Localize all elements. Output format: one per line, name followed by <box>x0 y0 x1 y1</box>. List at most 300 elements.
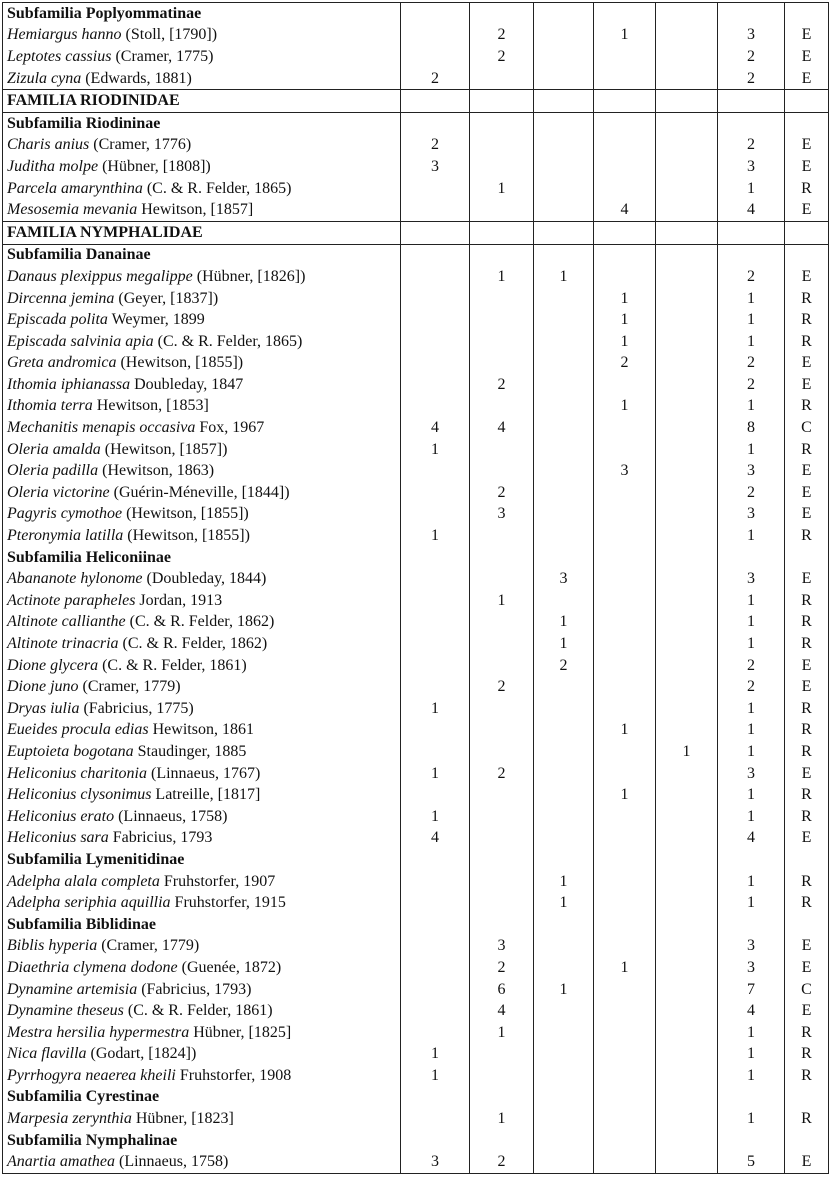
count-cell: 1 <box>594 331 656 353</box>
count-cell <box>401 676 470 698</box>
species-row <box>3 68 829 90</box>
total-cell: 2 <box>718 353 785 375</box>
empty-cell <box>785 1087 829 1109</box>
count-cell <box>470 806 534 828</box>
species-name <box>3 633 401 655</box>
count-cell <box>594 439 656 461</box>
count-cell <box>401 655 470 677</box>
count-cell <box>594 612 656 634</box>
species-name <box>3 1022 401 1044</box>
species-row <box>3 655 829 677</box>
status-cell: E <box>785 504 829 526</box>
count-cell <box>594 892 656 914</box>
count-cell: 1 <box>594 25 656 47</box>
empty-cell <box>594 244 656 266</box>
total-cell: 7 <box>718 979 785 1001</box>
species-row <box>3 309 829 331</box>
empty-cell <box>594 1087 656 1109</box>
species-name <box>3 199 401 221</box>
species-table-body <box>3 3 829 1174</box>
species-author: (Hübner, [1826]) <box>196 267 306 285</box>
count-cell: 4 <box>401 417 470 439</box>
species-row <box>3 936 829 958</box>
status-cell: E <box>785 374 829 396</box>
count-cell <box>534 676 594 698</box>
species-row <box>3 374 829 396</box>
count-cell <box>534 156 594 178</box>
species-author: Fruhstorfer, 1915 <box>174 894 286 912</box>
count-cell <box>401 741 470 763</box>
empty-cell <box>401 1130 470 1152</box>
species-author: Jordan, 1913 <box>139 591 223 609</box>
status-cell: E <box>785 353 829 375</box>
empty-cell <box>534 112 594 134</box>
species-name <box>3 46 401 68</box>
count-cell: 4 <box>401 828 470 850</box>
species-name <box>3 1151 401 1173</box>
count-cell <box>401 1000 470 1022</box>
status-cell: R <box>785 439 829 461</box>
species-binomial: Dione juno <box>7 678 79 696</box>
count-cell: 1 <box>594 309 656 331</box>
count-cell: 1 <box>470 1022 534 1044</box>
count-cell <box>534 1044 594 1066</box>
empty-cell <box>401 914 470 936</box>
count-cell: 1 <box>470 178 534 200</box>
subfamily-header-row <box>3 914 829 936</box>
total-cell: 5 <box>718 1151 785 1173</box>
species-row <box>3 46 829 68</box>
empty-cell <box>656 849 718 871</box>
empty-cell <box>470 90 534 113</box>
count-cell <box>534 1065 594 1087</box>
empty-cell <box>718 221 785 244</box>
empty-cell <box>401 1087 470 1109</box>
species-name <box>3 1044 401 1066</box>
species-name <box>3 936 401 958</box>
species-binomial: Marpesia zerynthia <box>7 1110 132 1128</box>
empty-cell <box>656 3 718 25</box>
species-name <box>3 1065 401 1087</box>
empty-cell <box>594 3 656 25</box>
count-cell: 1 <box>401 1065 470 1087</box>
empty-cell <box>470 849 534 871</box>
species-author: (C. & R. Felder, 1861) <box>102 656 247 674</box>
species-binomial: Dynamine artemisia <box>7 980 138 998</box>
species-author: (Cramer, 1779) <box>101 937 200 955</box>
empty-cell <box>718 1087 785 1109</box>
empty-cell <box>718 244 785 266</box>
count-cell <box>656 957 718 979</box>
species-row <box>3 720 829 742</box>
species-name <box>3 676 401 698</box>
count-cell <box>401 784 470 806</box>
count-cell: 2 <box>470 763 534 785</box>
species-author: (C. & R. Felder, 1865) <box>157 332 303 350</box>
count-cell <box>656 1000 718 1022</box>
species-author: (Stoll, [1790]) <box>125 26 218 44</box>
species-row <box>3 892 829 914</box>
count-cell <box>594 525 656 547</box>
count-cell <box>594 1065 656 1087</box>
total-cell: 4 <box>718 199 785 221</box>
count-cell: 1 <box>534 612 594 634</box>
species-row <box>3 504 829 526</box>
species-binomial: Oleria amalda <box>7 440 101 458</box>
count-cell: 1 <box>470 590 534 612</box>
status-cell: R <box>785 892 829 914</box>
count-cell <box>656 178 718 200</box>
species-name <box>3 763 401 785</box>
count-cell <box>401 353 470 375</box>
count-cell <box>534 741 594 763</box>
empty-cell <box>656 221 718 244</box>
status-cell: R <box>785 784 829 806</box>
count-cell <box>534 135 594 157</box>
species-name <box>3 871 401 893</box>
species-author: Hewitson, [1857] <box>141 201 254 219</box>
count-cell <box>470 135 534 157</box>
species-name <box>3 784 401 806</box>
species-binomial: Dione glycera <box>7 656 99 674</box>
count-cell <box>594 1000 656 1022</box>
count-cell <box>534 460 594 482</box>
species-row <box>3 178 829 200</box>
total-cell: 2 <box>718 46 785 68</box>
count-cell <box>594 1151 656 1173</box>
species-binomial: Adelpha seriphia aquillia <box>7 894 171 912</box>
status-cell: E <box>785 936 829 958</box>
species-name <box>3 396 401 418</box>
count-cell <box>534 698 594 720</box>
count-cell <box>401 374 470 396</box>
species-author: (Linnaeus, 1758) <box>118 807 228 825</box>
empty-cell <box>785 547 829 569</box>
total-cell: 1 <box>718 396 785 418</box>
total-cell: 1 <box>718 806 785 828</box>
count-cell <box>401 1108 470 1130</box>
empty-cell <box>534 1130 594 1152</box>
species-row <box>3 806 829 828</box>
total-cell: 1 <box>718 525 785 547</box>
species-name <box>3 439 401 461</box>
species-author: (C. & R. Felder, 1865) <box>146 179 292 197</box>
subfamily-name: Subfamilia Riodininae <box>3 112 401 134</box>
empty-cell <box>594 221 656 244</box>
species-name <box>3 655 401 677</box>
species-author: Fruhstorfer, 1908 <box>179 1066 292 1084</box>
species-row <box>3 1065 829 1087</box>
count-cell <box>534 199 594 221</box>
status-cell: E <box>785 25 829 47</box>
species-row <box>3 353 829 375</box>
species-row <box>3 439 829 461</box>
empty-cell <box>785 914 829 936</box>
species-author: (Doubleday, 1844) <box>146 570 267 588</box>
count-cell: 1 <box>534 266 594 288</box>
count-cell <box>401 482 470 504</box>
count-cell <box>594 68 656 90</box>
species-author: (C. & R. Felder, 1862) <box>129 613 275 631</box>
count-cell <box>470 309 534 331</box>
species-author: (Hewitson, [1855]) <box>120 354 244 372</box>
count-cell <box>594 156 656 178</box>
count-cell <box>470 720 534 742</box>
count-cell <box>470 156 534 178</box>
count-cell <box>470 568 534 590</box>
species-row <box>3 331 829 353</box>
subfamily-header-row <box>3 1087 829 1109</box>
count-cell <box>470 353 534 375</box>
count-cell: 2 <box>401 68 470 90</box>
empty-cell <box>534 849 594 871</box>
species-author: (Geyer, [1837]) <box>118 289 219 307</box>
count-cell <box>656 1022 718 1044</box>
count-cell <box>656 568 718 590</box>
species-binomial: Juditha molpe <box>7 157 99 175</box>
status-cell: E <box>785 135 829 157</box>
count-cell <box>594 504 656 526</box>
empty-cell <box>718 914 785 936</box>
species-name <box>3 309 401 331</box>
count-cell <box>470 655 534 677</box>
species-binomial: Adelpha alala completa <box>7 872 160 890</box>
family-name: FAMILIA NYMPHALIDAE <box>3 221 401 244</box>
species-binomial: Altinote trinacria <box>7 635 119 653</box>
species-binomial: Mestra hersilia hypermestra <box>7 1023 190 1041</box>
species-name <box>3 806 401 828</box>
species-name <box>3 178 401 200</box>
species-name <box>3 957 401 979</box>
count-cell <box>656 525 718 547</box>
species-name <box>3 353 401 375</box>
count-cell <box>470 612 534 634</box>
species-row <box>3 979 829 1001</box>
count-cell <box>534 763 594 785</box>
count-cell: 1 <box>656 741 718 763</box>
subfamily-header-row <box>3 1130 829 1152</box>
count-cell <box>656 288 718 310</box>
count-cell <box>656 46 718 68</box>
count-cell <box>594 936 656 958</box>
status-cell: R <box>785 309 829 331</box>
count-cell <box>656 590 718 612</box>
total-cell: 2 <box>718 676 785 698</box>
count-cell <box>534 178 594 200</box>
species-author: (Hewitson, [1855]) <box>126 505 249 523</box>
species-name <box>3 892 401 914</box>
empty-cell <box>470 1087 534 1109</box>
empty-cell <box>656 547 718 569</box>
species-binomial: Episcada salvinia apia <box>7 332 154 350</box>
subfamily-name: Subfamilia Biblidinae <box>3 914 401 936</box>
empty-cell <box>401 3 470 25</box>
total-cell: 3 <box>718 763 785 785</box>
status-cell: R <box>785 1022 829 1044</box>
count-cell <box>401 460 470 482</box>
empty-cell <box>718 849 785 871</box>
count-cell <box>470 460 534 482</box>
total-cell: 2 <box>718 482 785 504</box>
empty-cell <box>534 221 594 244</box>
count-cell <box>401 979 470 1001</box>
count-cell <box>594 135 656 157</box>
species-binomial: Heliconius sara <box>7 829 109 847</box>
empty-cell <box>401 849 470 871</box>
species-binomial: Anartia amathea <box>7 1153 115 1171</box>
count-cell: 2 <box>470 676 534 698</box>
count-cell <box>594 590 656 612</box>
count-cell <box>594 1108 656 1130</box>
count-cell <box>470 698 534 720</box>
status-cell: R <box>785 720 829 742</box>
count-cell <box>656 828 718 850</box>
empty-cell <box>785 3 829 25</box>
family-header-row <box>3 221 829 244</box>
empty-cell <box>401 547 470 569</box>
species-name <box>3 1108 401 1130</box>
subfamily-header-row <box>3 112 829 134</box>
species-binomial: Episcada polita <box>7 311 108 329</box>
species-author: Hübner, [1825] <box>193 1023 292 1041</box>
count-cell <box>656 417 718 439</box>
empty-cell <box>534 547 594 569</box>
count-cell <box>401 957 470 979</box>
species-binomial: Dynamine theseus <box>7 1002 124 1020</box>
empty-cell <box>656 244 718 266</box>
count-cell: 1 <box>401 439 470 461</box>
species-binomial: Dircenna jemina <box>7 289 115 307</box>
species-binomial: Zizula cyna <box>7 69 82 87</box>
count-cell: 1 <box>594 720 656 742</box>
species-binomial: Biblis hyperia <box>7 937 98 955</box>
empty-cell <box>718 1130 785 1152</box>
status-cell: R <box>785 871 829 893</box>
status-cell: C <box>785 417 829 439</box>
count-cell: 1 <box>401 763 470 785</box>
count-cell: 1 <box>534 979 594 1001</box>
count-cell <box>656 892 718 914</box>
species-row <box>3 698 829 720</box>
count-cell <box>401 871 470 893</box>
count-cell: 2 <box>470 1151 534 1173</box>
total-cell: 2 <box>718 266 785 288</box>
empty-cell <box>534 90 594 113</box>
species-author: Doubleday, 1847 <box>134 375 244 393</box>
species-name <box>3 482 401 504</box>
total-cell: 1 <box>718 331 785 353</box>
total-cell: 1 <box>718 590 785 612</box>
total-cell: 1 <box>718 612 785 634</box>
total-cell: 3 <box>718 504 785 526</box>
species-binomial: Mesosemia mevania <box>7 201 138 219</box>
status-cell: R <box>785 633 829 655</box>
species-binomial: Eueides procula edias <box>7 721 149 739</box>
status-cell: C <box>785 979 829 1001</box>
empty-cell <box>785 112 829 134</box>
count-cell <box>656 698 718 720</box>
empty-cell <box>718 547 785 569</box>
count-cell: 1 <box>401 698 470 720</box>
species-binomial: Pteronymia latilla <box>7 527 124 545</box>
species-author: (Cramer, 1779) <box>82 678 181 696</box>
empty-cell <box>656 112 718 134</box>
count-cell <box>656 936 718 958</box>
empty-cell <box>594 547 656 569</box>
species-name <box>3 828 401 850</box>
species-binomial: Danaus plexippus megalippe <box>7 267 193 285</box>
status-cell: R <box>785 741 829 763</box>
count-cell <box>594 655 656 677</box>
species-row <box>3 417 829 439</box>
total-cell: 3 <box>718 25 785 47</box>
species-binomial: Greta andromica <box>7 354 117 372</box>
species-binomial: Hemiargus hanno <box>7 26 122 44</box>
count-cell <box>656 504 718 526</box>
count-cell: 2 <box>470 46 534 68</box>
empty-cell <box>785 90 829 113</box>
total-cell: 1 <box>718 698 785 720</box>
count-cell <box>401 396 470 418</box>
total-cell: 3 <box>718 156 785 178</box>
total-cell: 1 <box>718 1065 785 1087</box>
count-cell <box>656 720 718 742</box>
species-row <box>3 957 829 979</box>
empty-cell <box>470 112 534 134</box>
species-binomial: Heliconius charitonia <box>7 764 147 782</box>
count-cell <box>470 439 534 461</box>
species-row <box>3 828 829 850</box>
status-cell: E <box>785 568 829 590</box>
species-binomial: Pyrrhogyra neaerea kheili <box>7 1066 176 1084</box>
count-cell <box>470 199 534 221</box>
species-binomial: Leptotes cassius <box>7 47 112 65</box>
count-cell <box>656 266 718 288</box>
count-cell <box>534 806 594 828</box>
species-binomial: Oleria victorine <box>7 483 110 501</box>
species-table <box>2 2 829 1174</box>
count-cell: 4 <box>470 417 534 439</box>
count-cell <box>656 633 718 655</box>
count-cell <box>534 1108 594 1130</box>
count-cell <box>594 698 656 720</box>
count-cell: 1 <box>594 396 656 418</box>
count-cell <box>534 1022 594 1044</box>
species-name <box>3 590 401 612</box>
count-cell: 1 <box>401 525 470 547</box>
total-cell: 3 <box>718 460 785 482</box>
count-cell <box>401 936 470 958</box>
species-name <box>3 979 401 1001</box>
species-binomial: Oleria padilla <box>7 462 99 480</box>
species-author: Weymer, 1899 <box>111 311 205 329</box>
total-cell: 1 <box>718 1108 785 1130</box>
species-row <box>3 676 829 698</box>
count-cell <box>594 568 656 590</box>
count-cell <box>401 266 470 288</box>
count-cell <box>656 460 718 482</box>
count-cell <box>594 763 656 785</box>
species-author: Hübner, [1823] <box>135 1110 234 1128</box>
count-cell <box>656 612 718 634</box>
species-name <box>3 156 401 178</box>
species-row <box>3 871 829 893</box>
empty-cell <box>785 221 829 244</box>
count-cell <box>534 784 594 806</box>
total-cell: 1 <box>718 439 785 461</box>
species-name <box>3 504 401 526</box>
status-cell: R <box>785 288 829 310</box>
